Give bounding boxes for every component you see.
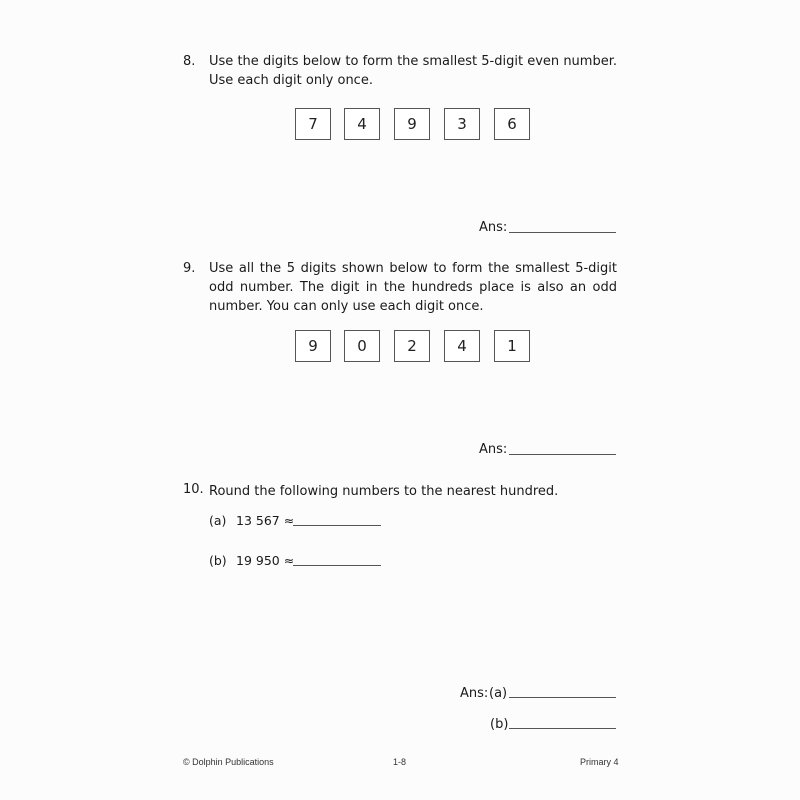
answer-line[interactable] <box>509 232 616 233</box>
digit-box: 3 <box>444 108 480 140</box>
digit-box: 6 <box>494 108 530 140</box>
part-expression: 13 567 ≈ <box>236 513 295 528</box>
part-answer-line[interactable] <box>293 565 381 566</box>
question-number: 10. <box>183 482 204 497</box>
answer-label: Ans: <box>460 686 489 701</box>
answer-line-b[interactable] <box>509 728 616 729</box>
digit-box: 1 <box>494 330 530 362</box>
question-text: Use all the 5 digits shown below to form the smallest 5-digit odd number. The digit in the hundreds place is also an odd number. You can only use each digit once. <box>209 261 617 314</box>
footer-page-number: 1-8 <box>393 757 407 767</box>
answer-part-label: (a) <box>489 686 508 701</box>
answer-line-a[interactable] <box>509 697 616 698</box>
digit-box: 0 <box>344 330 380 362</box>
footer-publisher: © Dolphin Publications <box>183 757 274 767</box>
question-text: Use the digits below to form the smallest 5-digit even number. Use each digit only once. <box>209 54 617 88</box>
answer-label: Ans: <box>479 220 508 235</box>
digit-box: 4 <box>344 108 380 140</box>
digit-box: 4 <box>444 330 480 362</box>
answer-part-label: (b) <box>490 717 509 732</box>
answer-label: Ans: <box>479 442 508 457</box>
part-label: (b) <box>209 553 227 568</box>
question-text: Round the following numbers to the nearest hundred. <box>209 484 559 499</box>
digit-box: 7 <box>295 108 331 140</box>
part-answer-line[interactable] <box>293 525 381 526</box>
question-number: 8. <box>183 54 196 69</box>
digit-box: 2 <box>394 330 430 362</box>
part-label: (a) <box>209 513 227 528</box>
digit-box: 9 <box>295 330 331 362</box>
digit-box: 9 <box>394 108 430 140</box>
question-number: 9. <box>183 261 196 276</box>
answer-line[interactable] <box>509 454 616 455</box>
footer-level: Primary 4 <box>580 757 619 767</box>
part-expression: 19 950 ≈ <box>236 553 295 568</box>
